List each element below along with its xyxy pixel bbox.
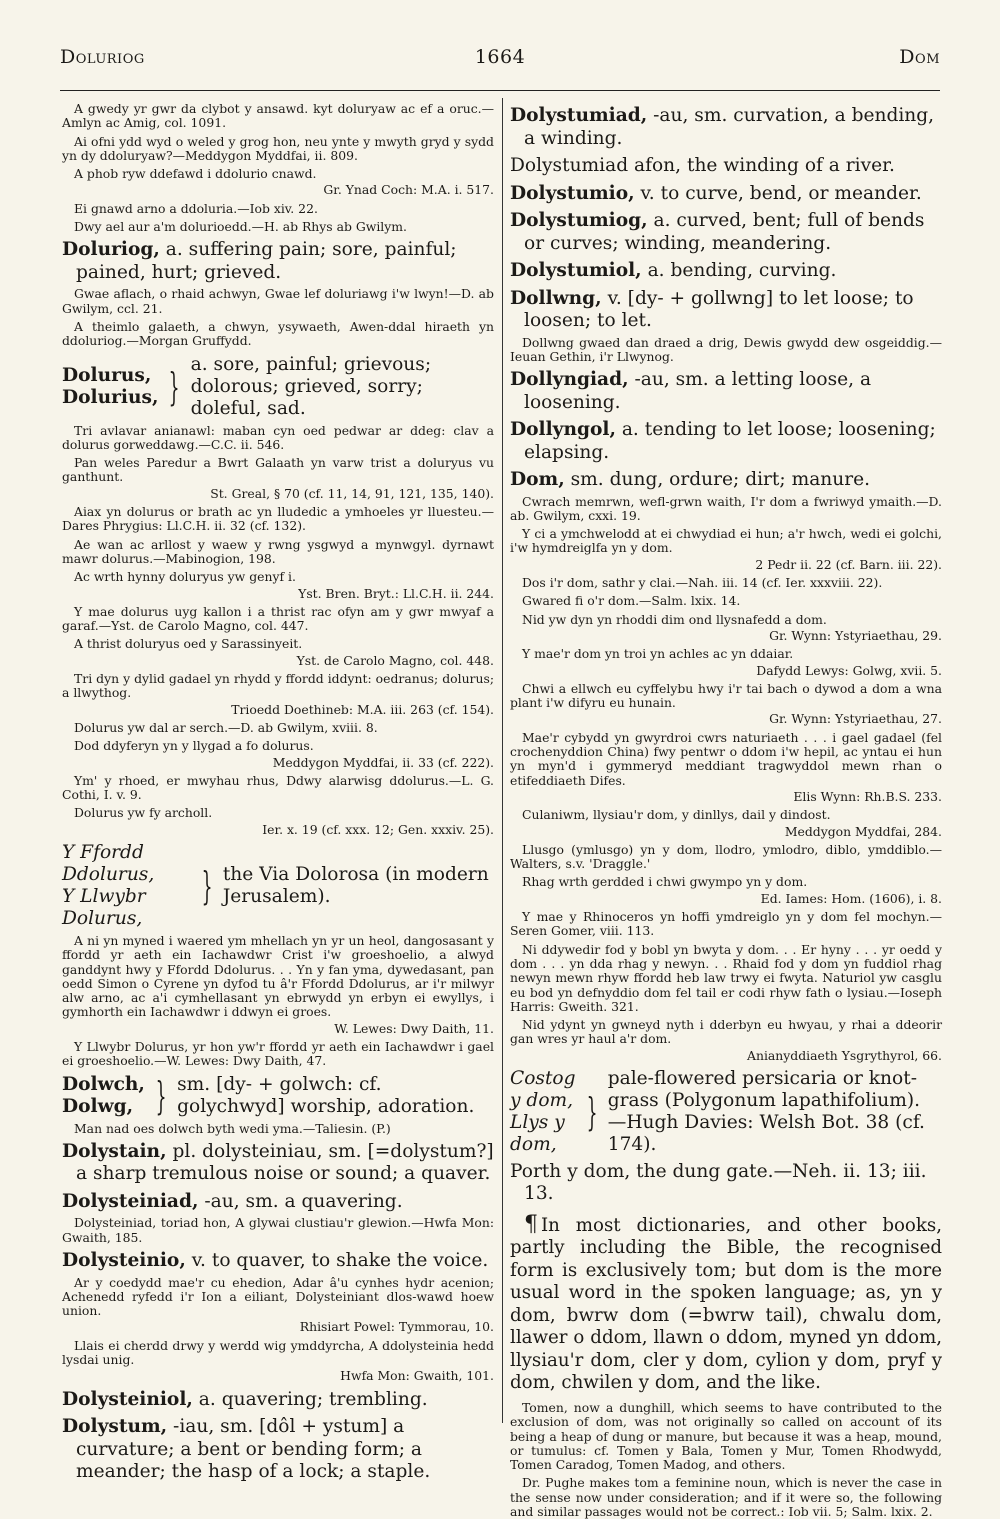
citation-source: Hwfa Mon: Gwaith, 101. — [340, 1368, 494, 1384]
headword: Llys y dom, — [510, 1111, 565, 1155]
citation-source: Ier. x. 19 (cf. xxx. 12; Gen. xxxiv. 25). — [262, 821, 494, 837]
dictionary-entry — [62, 1389, 494, 1412]
paired-entry — [62, 842, 494, 930]
citation-source: Ed. Iames: Hom. (1606), i. 8. — [760, 890, 942, 906]
definition: a. suffering pain; sore, painful; pained, hurt; grieved. — [76, 239, 457, 283]
citation-source: Gr. Wynn: Ystyriaethau, 27. — [769, 711, 942, 727]
headword: Dom, — [510, 469, 565, 491]
citation: Llais ei cherdd drwy y werdd wig ymddyrcha, A ddolysteinia hedd lysdai unig. — [62, 1337, 494, 1368]
headword: Dolystumiol, — [510, 260, 642, 281]
citation: Nid yw dyn yn rhoddi dim ond llysnafedd a dom. — [522, 611, 827, 627]
brace-glyph: } — [155, 1073, 167, 1118]
citation: Ei gnawd arno a ddoluria.—Iob xiv. 22. — [74, 200, 318, 216]
page-number: 1664 — [474, 46, 526, 68]
headword: Dolwch, — [62, 1073, 145, 1095]
citation-source: St. Greal, § 70 (cf. 11, 14, 91, 121, 135, 140). — [210, 485, 494, 501]
citation: A phob ryw ddefawd i ddolurio cnawd. — [74, 166, 317, 182]
brace-glyph: } — [201, 863, 213, 908]
dictionary-entry — [510, 288, 942, 333]
citation: Llusgo (ymlusgo) yn y dom, llodro, ymlodro, diblo, ymddiblo.—Walters, s.v. 'Draggle.' — [510, 841, 942, 872]
citation-source: Meddygon Myddfai, ii. 33 (cf. 222). — [272, 754, 494, 770]
header-rule — [60, 90, 940, 91]
citation: Gwae aflach, o rhaid achwyn, Gwae lef doluriawg i'w lwyn!—D. ab Gwilym, ccl. 21. — [62, 286, 494, 316]
citation: Ai ofni ydd wyd o weled y grog hon, neu ynte y mwyth gryd y sydd yn dy ddoluryaw?—Meddygon Myddfai, ii. 809. — [62, 133, 494, 163]
left-column — [62, 100, 494, 1490]
definition: a. curved, bent; full of bends or curves; winding, meandering. — [524, 210, 925, 254]
citation: Dwy ael aur a'm dolurioedd.—H. ab Rhys ab Gwilym. — [74, 219, 407, 235]
dictionary-entry — [510, 260, 942, 283]
citation: Y mae'r dom yn troi yn achles ac yn ddaiar. — [522, 646, 794, 662]
headword: Dolysteiniad, — [62, 1190, 199, 1212]
citation: Pan weles Paredur a Bwrt Galaath yn varw trist a doluryus vu ganthunt. — [62, 455, 494, 485]
headword: Dolystain, — [62, 1140, 167, 1162]
citation: Y Llwybr Dolurus, yr hon yw'r ffordd yr aeth ein Iachawdwr i gael ei groeshoelio.—W. Lewes: Dwy Daith, 47. — [62, 1039, 494, 1069]
citation: Y ci a ymchwelodd at ei chwydiad ei hun; a'r hwch, wedi ei golchi, i'w hymdreiglfa yn y dom. — [510, 526, 942, 556]
citation: A thrist doluryus oed y Sarassinyeit. — [74, 636, 303, 652]
definition: v. [dy- + gollwng] to let loose; to loosen; to let. — [524, 287, 914, 331]
dictionary-entry — [62, 1141, 494, 1186]
citation: Cwrach memrwn, wefl-grwn waith, I'r dom a fwriwyd ymaith.—D. ab. Gwilym, cxxi. 19. — [510, 493, 942, 523]
paired-headwords — [62, 1074, 145, 1118]
definition: -au, sm. a quavering. — [198, 1190, 403, 1212]
paired-entry — [510, 1068, 942, 1156]
paired-entry — [62, 1074, 494, 1118]
citation: Ym' y rhoed, er mwyhau rhus, Ddwy alarwisg ddolurus.—L. G. Cothi, I. v. 9. — [62, 772, 494, 803]
headword: Dolurius, — [62, 386, 159, 408]
definition: a. tending to let loose; loosening; elapsing. — [524, 419, 936, 463]
headword: Dollyngol, — [510, 419, 616, 441]
citation: Dod ddyferyn yn y llygad a fo dolurus. — [74, 738, 314, 754]
citation: Chwi a ellwch eu cyffelybu hwy i'r tai bach o dywod a dom a wna plant i'w difyru eu hunain. — [510, 680, 942, 711]
brace-glyph: } — [586, 1089, 598, 1134]
dictionary-entry — [62, 1416, 494, 1484]
citation-source: Yst. Bren. Bryt.: Ll.C.H. ii. 244. — [298, 585, 494, 601]
definition: sm. [dy- + golwch: cf. golychwyd] worship, adoration. — [177, 1073, 475, 1117]
definition: the Via Dolorosa (in modern Jerusalem). — [222, 863, 489, 907]
column-divider — [502, 98, 503, 1423]
citation: Y mae y Rhinoceros yn hoffi ymdreiglo yn y dom fel mochyn.—Seren Gomer, viii. 113. — [510, 909, 942, 939]
dictionary-entry — [62, 1250, 494, 1273]
citation: Ni ddywedir fod y bobl yn bwyta y dom. . . Er hyny . . . yr oedd y dom . . . yn dda rhag y newyn. . . Rhaid fod y dom yn fuddiol rhag newyn mewn rhyw ffordd heb law trwy ei fwyta. Naturiol yw casglu eu bod yn defnyddio dom fel tail er codi rhyw fath o lysiau.—Ioseph Harris: Gweith. 321. — [510, 941, 942, 1014]
citation: Tri avlavar anianawl: maban cyn oed pedwar ar ddeg: clav a dolurus gorweddawg.—C.C. ii. 546. — [62, 422, 494, 452]
dictionary-entry — [62, 239, 494, 284]
citation: Aiax yn dolurus or brath ac yn lludedic a ymhoeles yr lluesteu.—Dares Phrygius: Ll.C.H. ii. 32 (cf. 132). — [62, 504, 494, 534]
phrase-entry: Dolystumiad afon, the winding of a river. — [510, 155, 895, 176]
citation-source: Gr. Wynn: Ystyriaethau, 29. — [769, 627, 942, 643]
headword: Dolystumiog, — [510, 210, 648, 231]
headword: Doluriog, — [62, 239, 160, 261]
citation: Y mae dolurus uyg kallon i a thrist rac ofyn am y gwr mwyaf a garaf.—Yst. de Carolo Magno, col. 447. — [62, 603, 494, 634]
definition: pale-flowered persicaria or knot-grass (Polygonum lapathifolium). —Hugh Davies: Welsh Bot. 38 (cf. 174). — [607, 1067, 925, 1155]
usage-note — [510, 1211, 942, 1395]
definition: v. to quaver, to shake the voice. — [185, 1250, 489, 1272]
definition: -au, sm. a letting loose, a loosening. — [524, 369, 872, 413]
paired-headwords — [62, 842, 191, 930]
citation: Tri dyn y dylid gadael yn rhydd y ffordd iddynt: oedranus; dolurus; a llwythog. — [62, 671, 494, 701]
definition: -iau, sm. [dôl + ystum] a curvature; a bent or bending form; a meander; the hasp of a lock; a staple. — [76, 1416, 431, 1483]
definition: sm. dung, ordure; dirt; manure. — [564, 469, 871, 491]
brace-glyph: } — [169, 364, 180, 409]
headword: Dollyngiad, — [510, 369, 629, 391]
citation: Gwared fi o'r dom.—Salm. lxix. 14. — [522, 593, 741, 609]
citation: Man nad oes dolwch byth wedi yma.—Taliesin. (P.) — [74, 1120, 391, 1136]
citation: A ni yn myned i waered ym mhellach yn yr un heol, dangosasant y ffordd yr aeth ein Iachawdwr Crist i'w groeshoelio, a alwyd ganddynt hwy y Ffordd Ddolurus. . . Yn y fan yma, dywedasant, pan oedd Simon o Cyrene yn dyfod tu â'r Ffordd Ddolurus, ar i'r milwyr alw arno, ac a'i cymhellasant yn ebrwydd yn erbyn ei ewyllys, i gymhorth ein Iachawdwr i ddwyn ei groes. — [62, 932, 494, 1020]
citation: Ae wan ac arllost y waew y rwng ysgwyd a mynwgyl. dyrnawt mawr dolurus.—Mabinogion, 198. — [62, 536, 494, 566]
citation: Ac wrth hynny doluryus yw genyf i. — [74, 569, 296, 585]
dictionary-entry — [510, 419, 942, 464]
page-header — [60, 46, 940, 78]
headword: Dolwg, — [62, 1095, 134, 1117]
citation-source: Trioedd Doethineb: M.A. iii. 263 (cf. 154). — [231, 701, 494, 717]
dictionary-entry — [510, 210, 942, 255]
paired-entry — [62, 354, 494, 420]
headword: Dolystum, — [62, 1416, 168, 1438]
paired-headwords — [510, 1068, 576, 1156]
definition: -au, sm. curvation, a bending, a winding. — [524, 105, 935, 149]
headword: Costog y dom, — [510, 1067, 576, 1111]
citation: Dolurus yw dal ar serch.—D. ab Gwilym, xviii. 8. — [74, 719, 378, 735]
dictionary-entry — [62, 1191, 494, 1214]
definition: v. to curve, bend, or meander. — [634, 182, 922, 204]
headword: Dollwng, — [510, 287, 602, 309]
right-column — [510, 100, 942, 1519]
pilcrow-icon: ¶ — [524, 1211, 538, 1237]
citation: A theimlo galaeth, a chwyn, ysywaeth, Awen-ddal hiraeth yn ddoluriog.—Morgan Gruffydd. — [62, 318, 494, 349]
citation-source: Meddygon Myddfai, 284. — [784, 823, 942, 839]
citation: Rhag wrth gerdded i chwi gwympo yn y dom. — [522, 874, 808, 890]
citation: Nid ydynt yn gwneyd nyth i dderbyn eu hwyau, y rhai a ddeorir gan wres yr haul a'r dom. — [510, 1017, 942, 1047]
usage-note-text: In most dictionaries, and other books, partly including the Bible, the recognised form is exclusively tom; but dom is the more usual word in the spoken language; as, yn y dom, bwrw dom (=bwrw tail), chwalu dom, llawer o ddom, llawn o ddom, myned yn ddom, llysiau'r dom, cler y dom, cylion y dom, pryf y dom, chwilen y dom, and the like. — [510, 1214, 942, 1394]
citation: Dolysteiniad, toriad hon, A glywai clustiau'r glewion.—Hwfa Mon: Gwaith, 185. — [62, 1215, 494, 1245]
citation-source: Gr. Ynad Coch: M.A. i. 517. — [323, 182, 494, 198]
citation: Culaniwm, llysiau'r dom, y dinllys, dail y dindost. — [522, 807, 831, 823]
headword: Dolysteinio, — [62, 1250, 186, 1272]
citation: Dolurus yw fy archoll. — [74, 805, 213, 821]
running-head-left: Doluriog — [60, 46, 145, 68]
dictionary-entry — [510, 369, 942, 414]
headword: Y Ffordd Ddolurus, — [62, 841, 155, 885]
definition: pl. dolysteiniau, sm. [=dolystum?] a sharp tremulous noise or sound; a quaver. — [76, 1140, 494, 1185]
headword: Y Llwybr Dolurus, — [62, 885, 146, 929]
phrase-entry: Porth y dom, the dung gate.—Neh. ii. 13; iii. 13. — [510, 1160, 927, 1205]
headword: Dolysteiniol, — [62, 1388, 193, 1410]
citation-source: Anianyddiaeth Ysgrythyrol, 66. — [747, 1047, 942, 1063]
citation-source: Elis Wynn: Rh.B.S. 233. — [793, 788, 942, 804]
headword: Dolurus, — [62, 364, 152, 386]
citation: A gwedy yr gwr da clybot y ansawd. kyt doluryaw ac ef a oruc.—Amlyn ac Amig, col. 1091. — [62, 101, 494, 131]
dictionary-entry — [510, 469, 942, 492]
dictionary-entry — [510, 105, 942, 150]
citation: Dr. Pughe makes tom a feminine noun, which is never the case in the sense now under consideration; and if it were so, the following and similar passages would not be correct.: Iob vii. 5; Salm. lxix. 2. — [510, 1475, 942, 1519]
citation: Dos i'r dom, sathr y clai.—Nah. iii. 14 (cf. Ier. xxxviii. 22). — [522, 575, 883, 591]
definition: a. bending, curving. — [641, 260, 837, 281]
citation: Tomen, now a dunghill, which seems to have contributed to the exclusion of dom, was not originally so called on account of its being a heap of dung or manure, but because it was a heap, mound, or tumulus: cf. Tomen y Bala, Tomen y Mur, Tomen Rhodwydd, Tomen Caradog, Tomen Madog, and others. — [510, 1399, 942, 1473]
running-head-right: Dom — [899, 46, 940, 68]
citation-source: Yst. de Carolo Magno, col. 448. — [296, 652, 494, 668]
dictionary-entry — [510, 183, 942, 206]
definition: a. sore, painful; grievous; dolorous; grieved, sorry; doleful, sad. — [190, 353, 432, 419]
paired-headwords — [62, 365, 158, 409]
headword: Dolystumio, — [510, 182, 635, 204]
citation-source: Rhisiart Powel: Tymmorau, 10. — [299, 1319, 494, 1335]
citation-source: W. Lewes: Dwy Daith, 11. — [334, 1020, 494, 1036]
citation: Ar y coedydd mae'r cu ehedion, Adar â'u cynhes hydr acenion; Achenedd ryfedd i'r Ion a eiliant, Dolysteiniant dlos-wawd hoew union. — [62, 1274, 494, 1319]
citation-source: 2 Pedr ii. 22 (cf. Barn. iii. 22). — [755, 556, 942, 572]
definition: a. quavering; trembling. — [192, 1388, 428, 1410]
headword: Dolystumiad, — [510, 105, 648, 126]
citation: Dollwng gwaed dan draed a drig, Dewis gwydd dew osgeiddig.—Ieuan Gethin, i'r Llwynog. — [510, 334, 942, 364]
citation: Mae'r cybydd yn gwyrdroi cwrs naturiaeth . . . i gael gadael (fel crochenyddion China) fwy pentwr o ddom i'w hepil, ac yntau ei hun yn myn'd i gymmeryd meddiant tragwyddol mewn rhan o etifeddiaeth Difes. — [510, 729, 942, 788]
citation-source: Dafydd Lewys: Golwg, xvii. 5. — [756, 662, 942, 678]
